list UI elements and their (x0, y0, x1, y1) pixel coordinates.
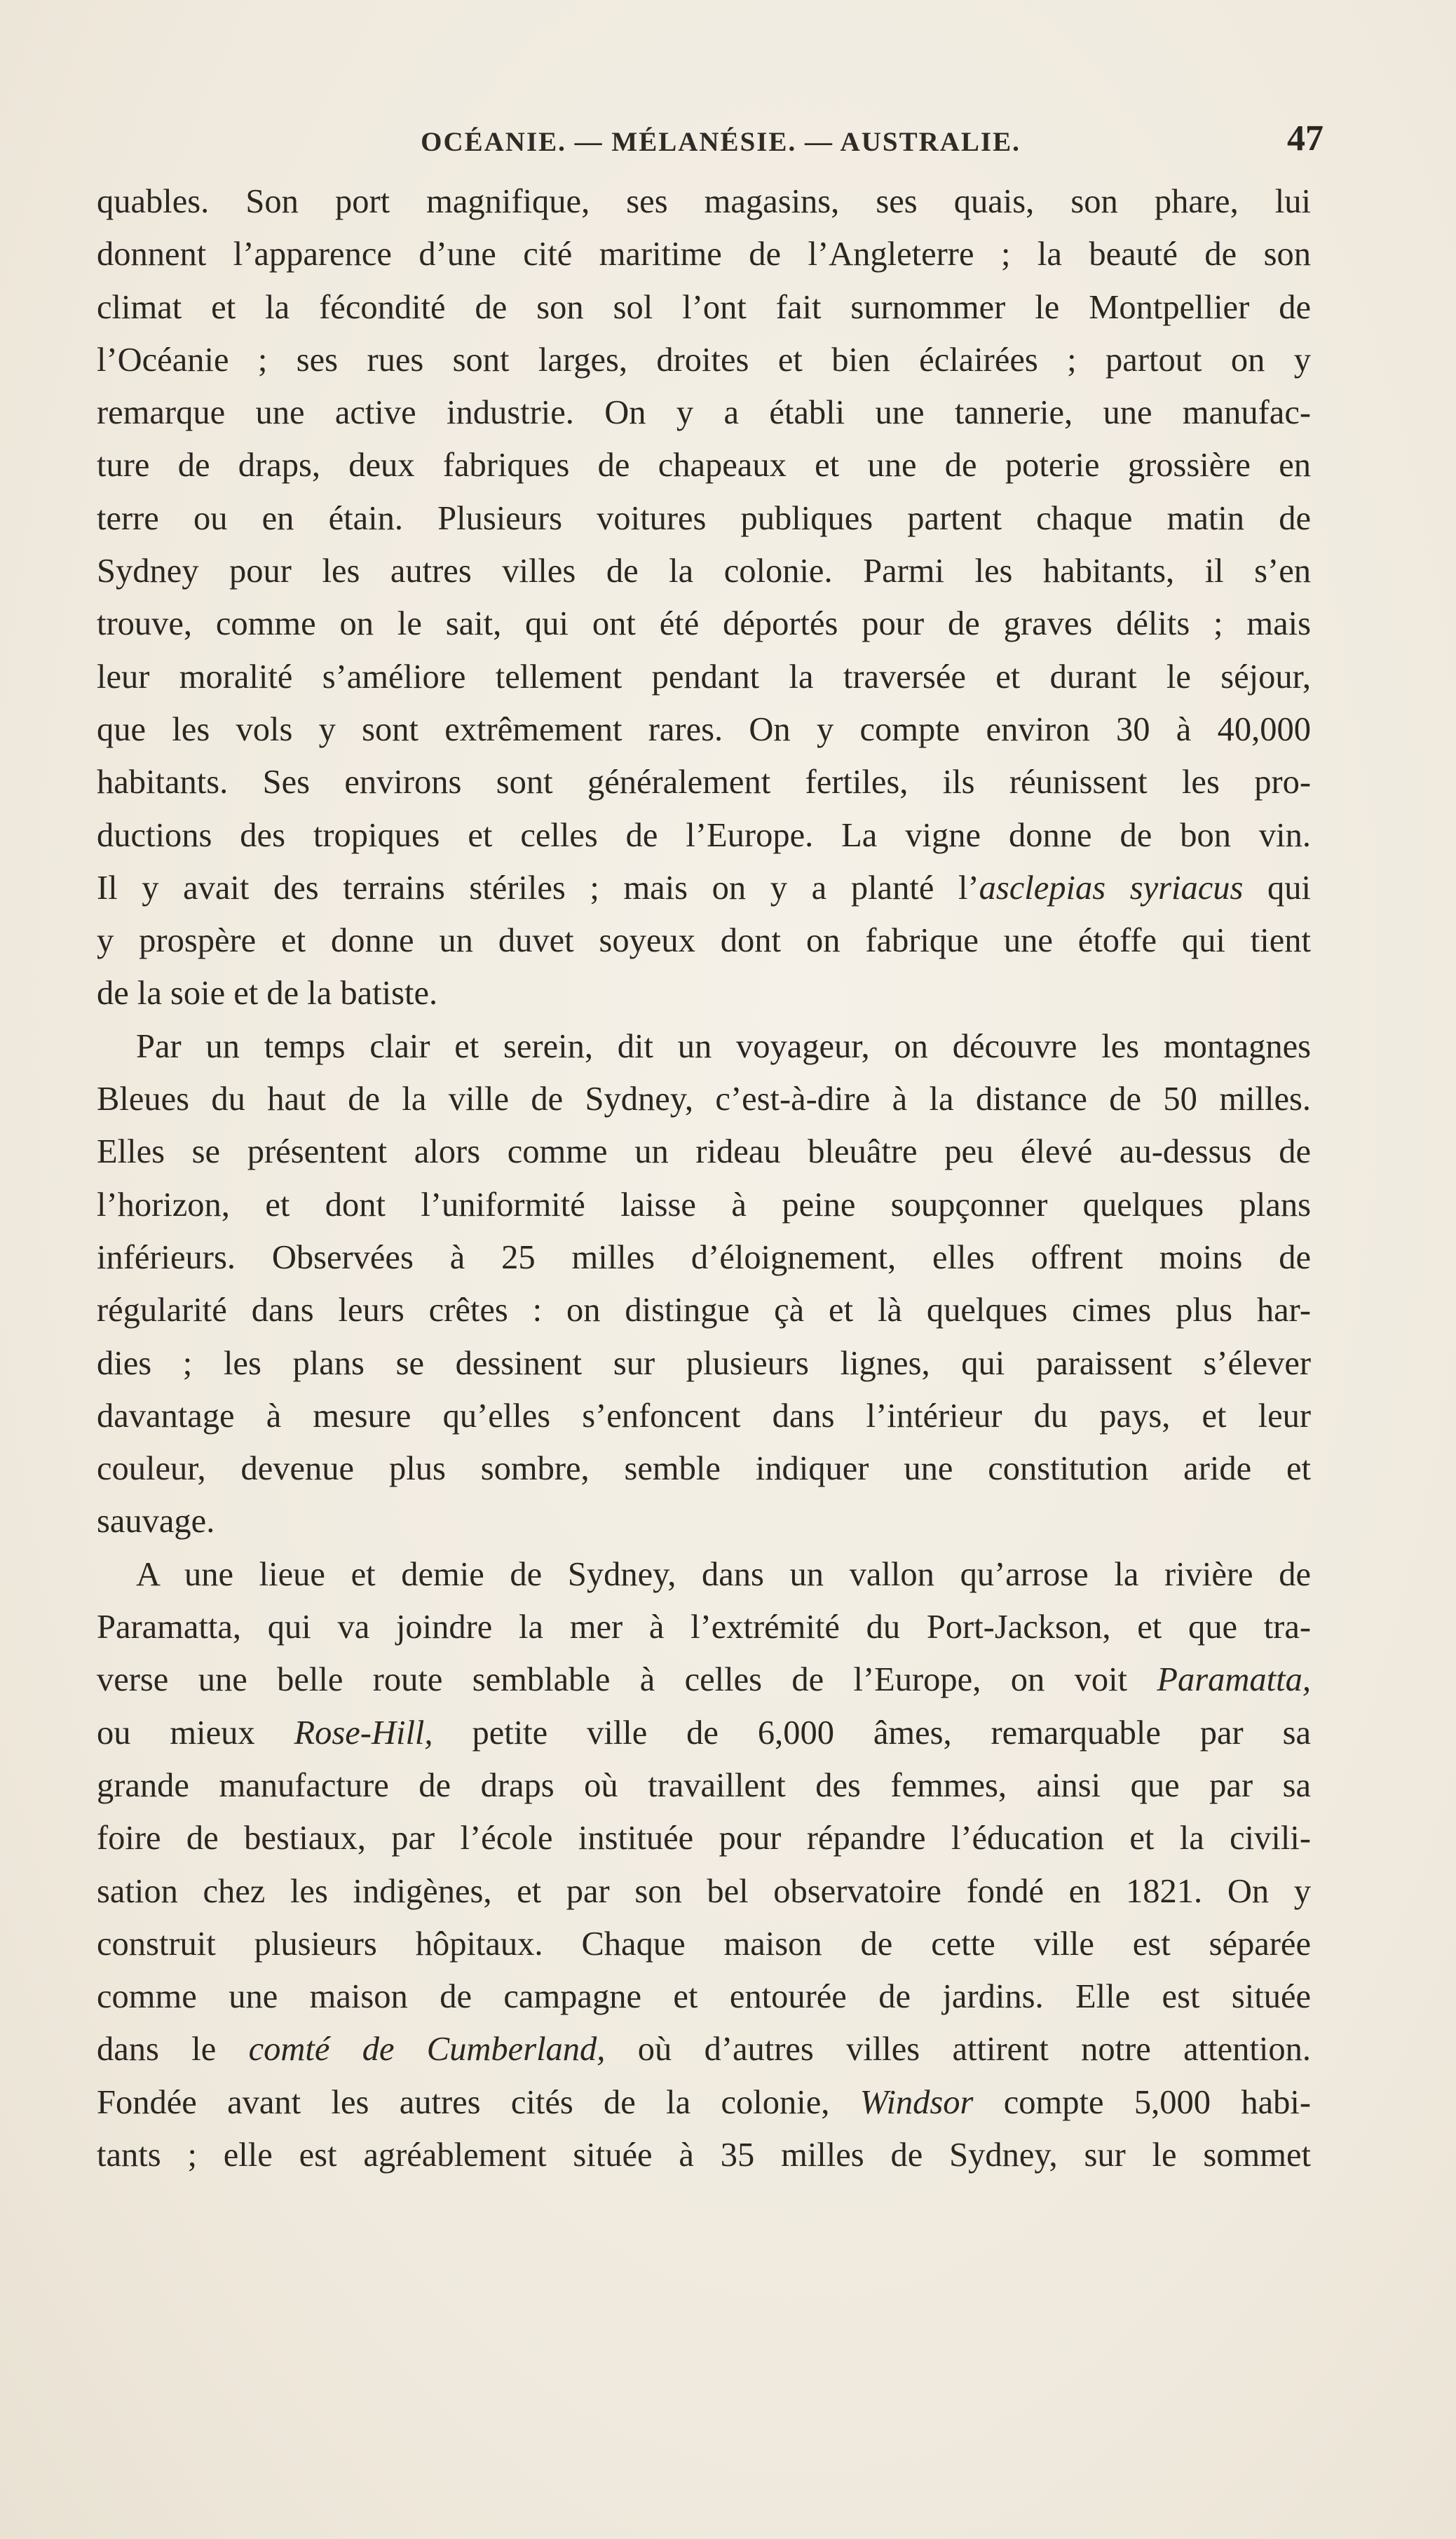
text-line (97, 1073, 1311, 1125)
text-run: ductions des tropiques et celles de l’Europe. La vigne donne de bon vin. (97, 816, 1311, 854)
text-run: inférieurs. Observées à 25 milles d’éloignement, elles offrent moins de (97, 1238, 1311, 1276)
text-line (97, 1601, 1311, 1653)
text-run: A une lieue et demie de Sydney, dans un vallon qu’arrose la rivière de (136, 1555, 1311, 1593)
italic-text: comté de Cumberland, (248, 2031, 606, 2069)
text-run: foire de bestiaux, par l’école instituée pour répandre l’éducation et la civili- (97, 1820, 1311, 1857)
text-run: de la soie et de la batiste. (97, 975, 438, 1013)
text-run: Fondée avant les autres cités de la colonie, (97, 2083, 860, 2121)
italic-text: Paramatta, (1157, 1661, 1311, 1699)
text-run: quables. Son port magnifique, ses magasins, ses quais, son phare, lui (97, 183, 1311, 220)
text-line (97, 1548, 1311, 1601)
paragraph (97, 175, 1311, 1020)
text-run: que les vols y sont extrêmement rares. On y compte environ 30 à 40,000 (97, 710, 1311, 748)
text-run: habitants. Ses environs sont généralement fertiles, ils réunissent les pro- (97, 764, 1311, 801)
text-line (97, 492, 1311, 545)
text-line (97, 1495, 1311, 1548)
text-line (97, 1812, 1311, 1864)
text-run: Bleues du haut de la ville de Sydney, c’est-à-dire à la distance de 50 milles. (97, 1081, 1311, 1118)
text-run: ou mieux (97, 1714, 294, 1752)
text-run: remarque une active industrie. On y a établi une tannerie, une manufac- (97, 394, 1311, 432)
text-run: davantage à mesure qu’elles s’enfoncent dans l’intérieur du pays, et leur (97, 1397, 1311, 1435)
text-line (97, 1759, 1311, 1812)
text-run: sation chez les indigènes, et par son bel observatoire fondé en 1821. On y (97, 1872, 1311, 1910)
text-run: verse une belle route semblable à celles de l’Europe, on voit (97, 1661, 1157, 1699)
text-line (97, 1442, 1311, 1495)
page-header (97, 118, 1345, 167)
text-run: construit plusieurs hôpitaux. Chaque maison de cette ville est séparée (97, 1925, 1311, 1963)
text-line (97, 175, 1311, 228)
text-run: Sydney pour les autres villes de la colonie. Parmi les habitants, il s’en (97, 553, 1311, 590)
text-run: Elles se présentent alors comme un rideau bleuâtre peu élevé au-dessus de (97, 1133, 1311, 1171)
text-line (97, 1707, 1311, 1759)
text-line (97, 862, 1311, 914)
paragraph (97, 1548, 1311, 2182)
text-line (97, 756, 1311, 808)
text-run: terre ou en étain. Plusieurs voitures publiques partent chaque matin de (97, 499, 1311, 537)
text-line (97, 597, 1311, 650)
text-run: donnent l’apparence d’une cité maritime de l’Angleterre ; la beauté de son (97, 236, 1311, 273)
text-line (97, 1337, 1311, 1390)
text-line (97, 1653, 1311, 1706)
text-line (97, 2076, 1311, 2129)
text-run: leur moralité s’améliore tellement pendant la traversée et durant le séjour, (97, 658, 1311, 696)
text-run: trouve, comme on le sait, qui ont été déportés pour de graves délits ; mais (97, 605, 1311, 643)
text-run: ture de draps, deux fabriques de chapeaux et une de poterie grossière en (97, 447, 1311, 485)
text-run: dies ; les plans se dessinent sur plusieurs lignes, qui paraissent s’élever (97, 1344, 1311, 1382)
text-run: qui (1243, 869, 1311, 907)
text-line (97, 1179, 1311, 1231)
text-run: tants ; elle est agréablement située à 35 milles de Sydney, sur le sommet (97, 2136, 1311, 2174)
text-run: Par un temps clair et serein, dit un voyageur, on découvre les montagnes (136, 1027, 1311, 1065)
text-line (97, 334, 1311, 386)
text-line (97, 1918, 1311, 1970)
paragraph (97, 1020, 1311, 1548)
text-line (97, 1231, 1311, 1284)
text-line (97, 1970, 1311, 2023)
text-run: y prospère et donne un duvet soyeux dont on fabrique une étoffe qui tient (97, 922, 1311, 960)
italic-text: Windsor (859, 2083, 974, 2121)
text-line (97, 386, 1311, 439)
text-line (97, 439, 1311, 492)
text-run: régularité dans leurs crêtes : on distingue çà et là quelques cimes plus har- (97, 1292, 1311, 1329)
italic-text: Rose-Hill, (294, 1714, 433, 1752)
page-number: 47 (1287, 119, 1324, 158)
text-line (97, 281, 1311, 334)
text-line (97, 967, 1311, 1020)
text-line (97, 1390, 1311, 1442)
text-run: Il y avait des terrains stériles ; mais on y a planté l’ (97, 869, 979, 907)
text-run: grande manufacture de draps où travaillent des femmes, ainsi que par sa (97, 1766, 1311, 1804)
text-line (97, 914, 1311, 967)
italic-text: asclepias syriacus (979, 869, 1244, 907)
text-line (97, 228, 1311, 280)
text-run: petite ville de 6,000 âmes, remarquable par sa (433, 1714, 1312, 1752)
text-line (97, 809, 1311, 862)
text-run: dans le (97, 2031, 249, 2069)
text-run: couleur, devenue plus sombre, semble indiquer une constitution aride et (97, 1450, 1311, 1488)
text-run: où d’autres villes attirent notre attention. (605, 2031, 1311, 2069)
body-text (97, 175, 1311, 2181)
text-line (97, 1020, 1311, 1073)
text-run: Paramatta, qui va joindre la mer à l’extrémité du Port-Jackson, et que tra- (97, 1609, 1311, 1646)
text-line (97, 545, 1311, 597)
text-run: compte 5,000 habi- (973, 2083, 1311, 2121)
text-run: sauvage. (97, 1503, 215, 1541)
text-run: l’Océanie ; ses rues sont larges, droites et bien éclairées ; partout on y (97, 341, 1311, 379)
text-line (97, 651, 1311, 703)
text-run: l’horizon, et dont l’uniformité laisse à peine soupçonner quelques plans (97, 1186, 1311, 1224)
text-line (97, 2023, 1311, 2076)
text-line (97, 1125, 1311, 1178)
running-title: OCÉANIE. — MÉLANÉSIE. — AUSTRALIE. (421, 127, 1021, 157)
text-line (97, 2129, 1311, 2181)
text-run: climat et la fécondité de son sol l’ont fait surnommer le Montpellier de (97, 288, 1311, 326)
text-line (97, 1865, 1311, 1918)
text-run: comme une maison de campagne et entourée de jardins. Elle est située (97, 1978, 1311, 2016)
text-line (97, 703, 1311, 756)
text-line (97, 1284, 1311, 1336)
